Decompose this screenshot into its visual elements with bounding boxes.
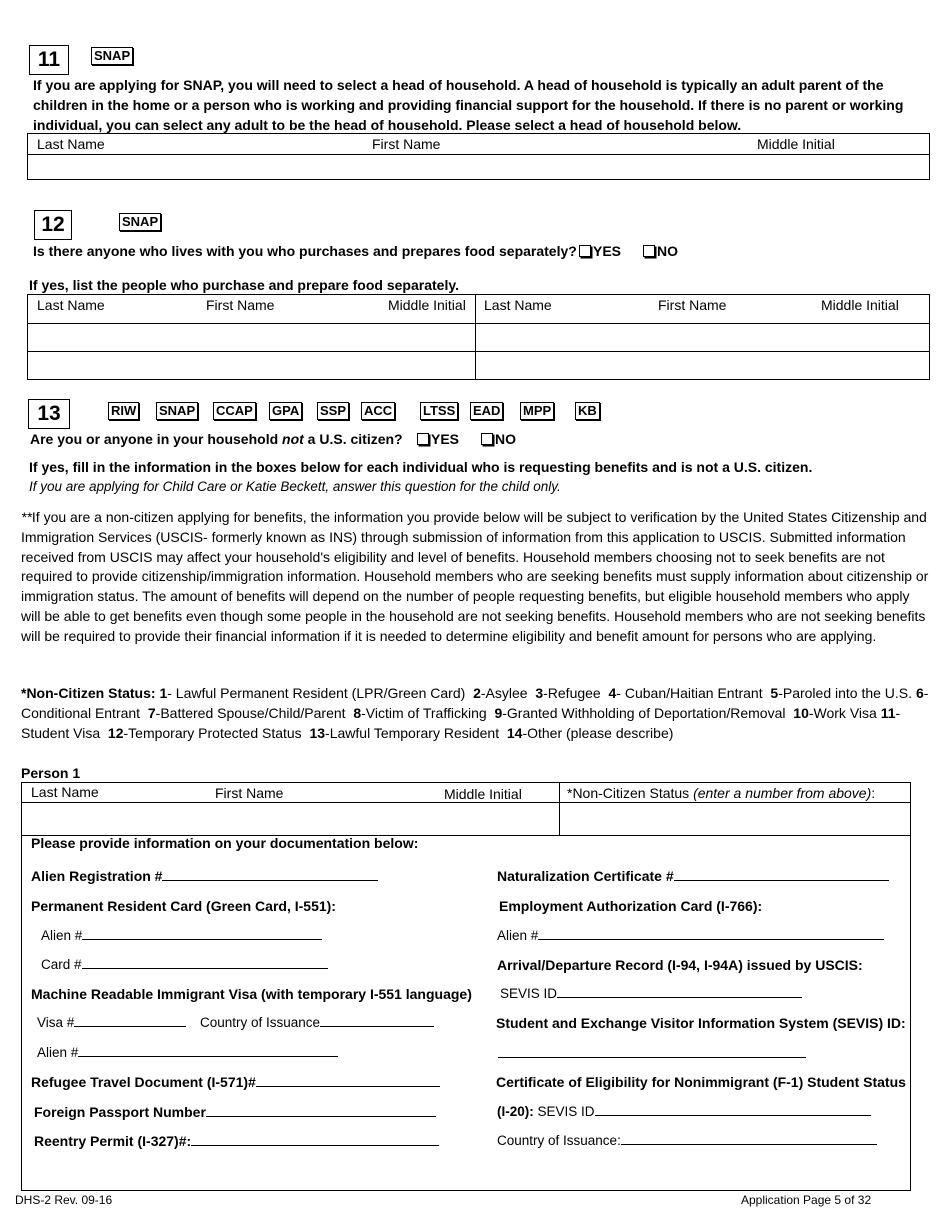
checkbox-icon[interactable] <box>481 433 493 445</box>
status-heading-colon: : <box>871 785 876 801</box>
uscis-verification-notice <box>21 508 931 647</box>
refugee-travel-field[interactable] <box>31 1072 440 1092</box>
foreign-passport-field[interactable] <box>34 1102 436 1122</box>
naturalization-field[interactable] <box>497 866 889 886</box>
green-card-heading: Permanent Resident Card (Green Card, I-551): <box>31 898 336 914</box>
ccap-program-tag: CCAP <box>213 402 256 420</box>
status-number: 11 <box>880 704 896 721</box>
alien-registration-input[interactable] <box>162 867 378 881</box>
sevis-id-input[interactable] <box>557 984 802 998</box>
visa-alien-field[interactable] <box>37 1043 338 1063</box>
i20-country-field[interactable] <box>497 1131 877 1151</box>
status-text: -Other (please describe) <box>522 724 674 741</box>
status-heading-hint: (enter a number from above) <box>693 785 872 801</box>
status-text: -Conditional Entrant <box>21 685 929 721</box>
status-text: -Refugee <box>543 685 601 701</box>
checkbox-icon[interactable] <box>579 245 591 257</box>
page-total: of 32 <box>841 1193 872 1207</box>
child-care-note: If you are applying for Child Care or Katie Beckett, answer this question for the child only. <box>29 479 561 494</box>
separate-food-entry-cell[interactable] <box>28 352 474 379</box>
status-number: 9 <box>494 704 503 721</box>
foreign-passport-label: Foreign Passport Number <box>34 1104 206 1120</box>
reentry-permit-label: Reentry Permit (I-327)#: <box>34 1133 192 1149</box>
page-number: 5 <box>834 1193 842 1207</box>
i20-heading: Certificate of Eligibility for Nonimmigrant (F-1) Student Status <box>496 1074 906 1090</box>
yes-label: YES <box>593 243 622 259</box>
separate-food-entry-cell[interactable] <box>28 324 474 350</box>
status-number: 2 <box>473 685 481 701</box>
person-1-status-input[interactable] <box>560 803 910 834</box>
notice-text: If you are a non-citizen applying for benefits, the information you provide below will be subject to verification by the United States Citizenship and Immigration Services (USCIS- formerly known as INS) through submission of information from this application to USCIS. Submitted information received from USCIS may affect your household's eligibility and level of benefits. Household members choosing not to seek benefits are not required to provide citizenship/immigration information. Household members who are seeking benefits must supply information about citizenship or immigration status. The amount of benefits will depend on the number of people requesting benefits, but eligible household members who apply will be able to get benefits even though some people in the household are not seeking benefits. Household members who are not seeking benefits will be required to provide their financial information if it is needed to determine eligibility and benefit amount for persons who are applying. <box>21 509 929 644</box>
column-last-name: Last Name <box>484 297 552 313</box>
alien-number-label: Alien # <box>37 1045 79 1060</box>
sevis-id-label: SEVIS ID <box>533 1104 595 1119</box>
notice-asterisks: ** <box>21 509 32 525</box>
foreign-passport-input[interactable] <box>206 1103 436 1117</box>
documentation-prompt: Please provide information on your documentation below: <box>31 835 419 851</box>
non-citizen-status-list <box>21 684 936 743</box>
naturalization-label: Naturalization Certificate # <box>497 868 674 884</box>
sevis-id-input[interactable] <box>595 1102 871 1116</box>
status-text: -Paroled into the U.S. <box>778 685 913 701</box>
country-label: Country of Issuance <box>200 1015 321 1030</box>
i20-sevis-field[interactable] <box>497 1102 871 1122</box>
column-non-citizen-status <box>567 784 875 802</box>
i20-label: (I-20): <box>497 1104 534 1119</box>
status-text: - Cuban/Haitian Entrant <box>616 685 763 701</box>
column-first-name: First Name <box>206 297 275 313</box>
status-text: -Victim of Trafficking <box>361 704 487 721</box>
card-number-input[interactable] <box>82 955 328 969</box>
column-last-name: Last Name <box>31 784 99 800</box>
status-text: -Student Visa <box>21 704 901 741</box>
fill-in-prompt: If yes, fill in the information in the boxes below for each individual who is requesting benefits and is not a U.S. citizen. <box>29 459 813 475</box>
status-number: 6 <box>915 685 924 701</box>
section-11-number: 11 <box>29 45 69 75</box>
person-1-heading: Person 1 <box>21 765 81 781</box>
no-label: NO <box>495 431 516 447</box>
column-middle-initial: Middle Initial <box>444 786 522 802</box>
i94-sevis-field[interactable] <box>500 984 802 1004</box>
status-number: 13 <box>309 724 326 741</box>
visa-number-input[interactable] <box>74 1013 186 1027</box>
refugee-travel-input[interactable] <box>256 1073 440 1087</box>
acc-program-tag: ACC <box>361 402 395 420</box>
no-label: NO <box>657 243 678 259</box>
ltss-program-tag: LTSS <box>420 402 458 420</box>
separate-food-no-option[interactable] <box>643 241 678 261</box>
card-number-label: Card # <box>41 957 82 972</box>
checkbox-icon[interactable] <box>643 245 655 257</box>
head-of-household-instructions: If you are applying for SNAP, you will need to select a head of household. A head of household is typically an adult parent of the children in the home or a person who is working and providing financial support for the household. If there is no parent or working individual, you can select any adult to be the head of household. Please select a head of household below. <box>33 77 904 133</box>
ssp-program-tag: SSP <box>317 402 349 420</box>
country-input[interactable] <box>320 1013 434 1027</box>
column-last-name: Last Name <box>37 136 105 152</box>
alien-number-label: Alien # <box>497 928 539 943</box>
status-number: 8 <box>353 704 362 721</box>
visa-number-label: Visa # <box>37 1015 75 1030</box>
status-number: 14 <box>506 724 523 741</box>
column-first-name: First Name <box>372 136 441 152</box>
column-last-name: Last Name <box>37 297 105 313</box>
status-number: 3 <box>535 685 544 701</box>
alien-registration-label: Alien Registration # <box>31 868 163 884</box>
country-input[interactable] <box>621 1131 877 1145</box>
green-card-alien-field[interactable] <box>41 926 322 946</box>
status-number: 5 <box>770 685 779 701</box>
page-label: Application Page <box>741 1193 835 1207</box>
mpp-program-tag: MPP <box>520 402 554 420</box>
checkbox-icon[interactable] <box>417 433 429 445</box>
snap-program-tag: SNAP <box>91 47 133 65</box>
status-text: -Work Visa <box>808 704 877 721</box>
naturalization-input[interactable] <box>674 867 889 881</box>
sevis-id-line[interactable] <box>498 1044 806 1058</box>
immigrant-visa-heading: Machine Readable Immigrant Visa (with temporary I-551 language) <box>31 986 472 1002</box>
status-text: -Battered Spouse/Child/Parent <box>155 704 346 721</box>
column-middle-initial: Middle Initial <box>388 297 466 313</box>
alien-number-label: Alien # <box>41 928 83 943</box>
status-number: 7 <box>147 704 156 721</box>
alien-registration-field[interactable] <box>31 866 378 886</box>
separate-food-yes-option[interactable] <box>579 241 621 261</box>
ead-alien-field[interactable] <box>497 926 884 946</box>
non-citizen-no-option[interactable] <box>481 429 516 449</box>
status-list-label: *Non-Citizen Status: <box>21 685 160 701</box>
page-indicator <box>741 1193 871 1207</box>
green-card-card-field[interactable] <box>41 955 328 975</box>
person-1-name-input[interactable] <box>22 803 558 834</box>
separate-food-entry-cell[interactable] <box>476 352 929 379</box>
snap-program-tag: SNAP <box>119 213 161 231</box>
status-text: -Asylee <box>480 685 528 701</box>
head-of-household-entry-row[interactable] <box>28 155 929 179</box>
separate-food-entry-cell[interactable] <box>476 324 929 350</box>
question-text: a U.S. citizen? <box>303 431 403 447</box>
form-revision: DHS-2 Rev. 09-16 <box>15 1193 113 1207</box>
ead-card-heading: Employment Authorization Card (I-766): <box>499 898 763 914</box>
status-text: - Lawful Permanent Resident (LPR/Green Card) <box>167 685 466 701</box>
ead-program-tag: EAD <box>470 402 503 420</box>
question-emphasis: not <box>282 431 304 447</box>
separate-food-list-prompt: If yes, list the people who purchase and prepare food separately. <box>29 277 459 293</box>
refugee-travel-label: Refugee Travel Document (I-571)# <box>31 1074 256 1090</box>
column-middle-initial: Middle Initial <box>821 297 899 313</box>
gpa-program-tag: GPA <box>269 402 302 420</box>
question-text: Are you or anyone in your household <box>30 431 283 447</box>
separate-food-question: Is there anyone who lives with you who purchases and prepares food separately? <box>33 243 577 259</box>
status-number: 12 <box>107 724 124 741</box>
non-citizen-yes-option[interactable] <box>417 429 459 449</box>
visa-number-field[interactable] <box>37 1013 186 1033</box>
sevis-id-input[interactable] <box>498 1044 806 1058</box>
status-heading: *Non-Citizen Status <box>567 785 694 801</box>
status-text: -Temporary Protected Status <box>123 724 302 741</box>
visa-country-field[interactable] <box>200 1013 434 1033</box>
non-citizen-question <box>30 429 403 449</box>
section-12-number: 12 <box>34 210 72 240</box>
sevis-heading: Student and Exchange Visitor Information System (SEVIS) ID: <box>496 1015 906 1031</box>
column-first-name: First Name <box>658 297 727 313</box>
status-number: 1 <box>159 685 168 701</box>
reentry-permit-input[interactable] <box>191 1132 439 1146</box>
yes-label: YES <box>431 431 460 447</box>
reentry-permit-field[interactable] <box>34 1131 439 1151</box>
country-label: Country of Issuance: <box>497 1133 621 1148</box>
alien-number-input[interactable] <box>538 926 884 940</box>
column-first-name: First Name <box>215 785 284 801</box>
alien-number-input[interactable] <box>78 1043 338 1057</box>
section-13-number: 13 <box>28 399 70 429</box>
status-text: -Lawful Temporary Resident <box>325 724 500 741</box>
i94-heading: Arrival/Departure Record (I-94, I-94A) issued by USCIS: <box>497 957 863 973</box>
snap-program-tag: SNAP <box>156 402 198 420</box>
sevis-id-label: SEVIS ID <box>500 986 558 1001</box>
kb-program-tag: KB <box>575 402 600 420</box>
column-middle-initial: Middle Initial <box>757 136 835 152</box>
riw-program-tag: RIW <box>108 402 139 420</box>
status-number: 10 <box>793 704 809 721</box>
status-number: 4 <box>608 685 617 701</box>
status-text: -Granted Withholding of Deportation/Removal <box>502 704 786 721</box>
alien-number-input[interactable] <box>82 926 322 940</box>
